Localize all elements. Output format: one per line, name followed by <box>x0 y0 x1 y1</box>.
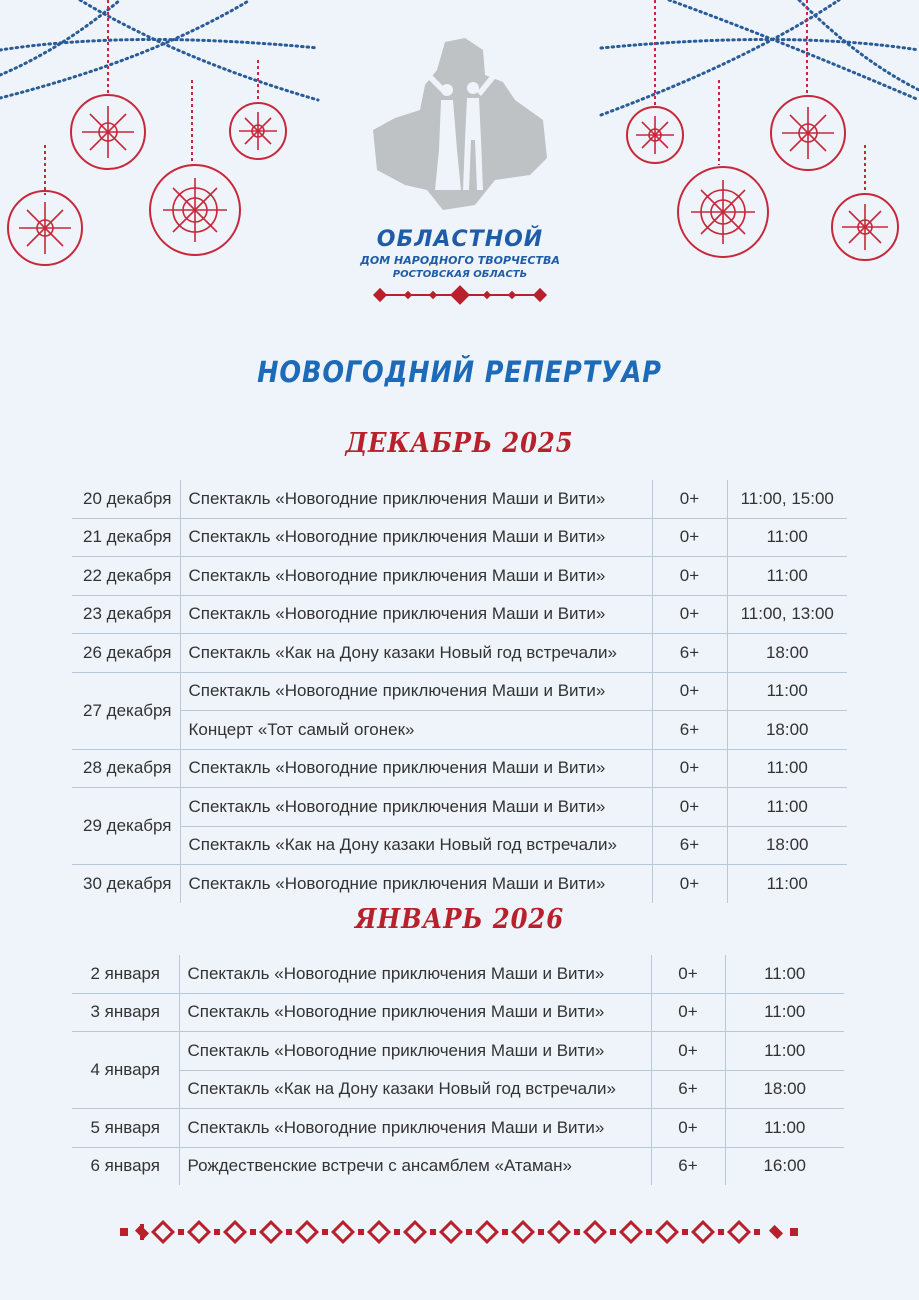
date-cell: 2 января <box>72 955 179 993</box>
organization-name-line2: ДОМ НАРОДНОГО ТВОРЧЕСТВА <box>360 254 560 267</box>
event-cell: Спектакль «Новогодние приключения Маши и Вити» <box>180 865 652 903</box>
age-rating-cell: 0+ <box>652 518 727 557</box>
time-cell: 11:00 <box>725 1032 844 1071</box>
age-rating-cell: 6+ <box>652 711 727 750</box>
age-rating-cell: 0+ <box>652 788 727 827</box>
date-cell: 4 января <box>72 1032 179 1109</box>
age-rating-cell: 0+ <box>652 865 727 903</box>
table-row <box>72 1147 844 1185</box>
age-rating-cell: 0+ <box>651 993 725 1032</box>
time-cell: 11:00 <box>764 963 806 983</box>
region-map-emblem <box>365 30 555 220</box>
age-rating-cell: 0+ <box>652 595 727 634</box>
event-cell: Спектакль «Новогодние приключения Маши и Вити» <box>180 518 652 557</box>
table-row <box>72 1032 844 1071</box>
event-cell: Спектакль «Новогодние приключения Маши и Вити» <box>180 749 652 788</box>
organization-region: РОСТОВСКАЯ ОБЛАСТЬ <box>392 269 528 280</box>
date-cell: 28 декабря <box>72 749 180 788</box>
event-cell: Спектакль «Как на Дону казаки Новый год встречали» <box>180 634 652 673</box>
time-cell: 11:00 <box>727 557 847 596</box>
event-cell: Спектакль «Новогодние приключения Маши и Вити» <box>180 480 652 518</box>
date-cell: 21 декабря <box>72 518 180 557</box>
age-rating-cell: 6+ <box>651 1147 725 1185</box>
organization-logo <box>360 30 560 311</box>
event-cell: Спектакль «Как на Дону казаки Новый год встречали» <box>179 1070 651 1109</box>
date-cell: 22 декабря <box>72 557 180 596</box>
date-cell: 26 декабря <box>72 634 180 673</box>
month-title-january: ЯНВАРЬ 2026 <box>354 904 565 935</box>
table-row <box>72 518 847 557</box>
schedule-table-january <box>72 955 844 1185</box>
date-cell: 6 января <box>72 1147 179 1185</box>
event-cell: Спектакль «Как на Дону казаки Новый год встречали» <box>180 826 652 865</box>
time-cell: 18:00 <box>725 1070 844 1109</box>
time-cell: 16:00 <box>725 1147 844 1185</box>
table-row <box>72 955 844 993</box>
date-cell: 29 декабря <box>72 788 180 865</box>
month-title-december: ДЕКАБРЬ 2025 <box>345 428 574 459</box>
time-cell: 11:00, 15:00 <box>740 488 834 508</box>
table-row <box>72 1109 844 1148</box>
date-cell: 27 декабря <box>72 672 180 749</box>
date-cell: 20 декабря <box>72 480 180 518</box>
time-cell: 11:00 <box>725 1109 844 1148</box>
event-cell: Спектакль «Новогодние приключения Маши и Вити» <box>180 788 652 827</box>
age-rating-cell: 0+ <box>652 557 727 596</box>
ornaments-right-decoration <box>599 0 919 270</box>
table-row <box>72 595 847 634</box>
ornament-divider-icon <box>365 284 555 306</box>
table-row <box>72 788 847 827</box>
time-cell: 11:00 <box>727 865 847 903</box>
age-rating-cell: 0+ <box>651 955 725 993</box>
age-rating-cell: 0+ <box>652 672 727 711</box>
time-cell: 11:00 <box>727 672 847 711</box>
event-cell: Спектакль «Новогодние приключения Маши и Вити» <box>179 1032 651 1071</box>
ornaments-left-decoration <box>0 0 320 270</box>
schedule-table-december <box>72 480 847 903</box>
event-cell: Спектакль «Новогодние приключения Маши и Вити» <box>179 993 651 1032</box>
date-cell: 3 января <box>72 993 179 1032</box>
table-row <box>72 1070 844 1109</box>
table-row <box>72 480 847 518</box>
age-rating-cell: 0+ <box>652 480 727 518</box>
table-row <box>72 826 847 865</box>
time-cell: 18:00 <box>727 711 847 750</box>
time-cell: 11:00, 13:00 <box>727 595 847 634</box>
age-rating-cell: 0+ <box>652 749 727 788</box>
page-title: НОВОГОДНИЙ РЕПЕРТУАР <box>257 355 662 389</box>
time-cell: 18:00 <box>727 826 847 865</box>
event-cell: Спектакль «Новогодние приключения Маши и Вити» <box>179 955 651 993</box>
event-cell: Концерт «Тот самый огонек» <box>180 711 652 750</box>
time-cell: 11:00 <box>727 518 847 557</box>
event-cell: Спектакль «Новогодние приключения Маши и Вити» <box>180 595 652 634</box>
date-cell: 5 января <box>72 1109 179 1148</box>
table-row <box>72 749 847 788</box>
age-rating-cell: 0+ <box>651 1032 725 1071</box>
table-row <box>72 634 847 673</box>
table-row <box>72 865 847 903</box>
event-cell: Спектакль «Новогодние приключения Маши и Вити» <box>180 557 652 596</box>
event-cell: Спектакль «Новогодние приключения Маши и Вити» <box>179 1109 651 1148</box>
organization-name-line1: ОБЛАСТНОЙ <box>376 227 544 252</box>
time-cell: 18:00 <box>727 634 847 673</box>
time-cell: 11:00 <box>727 749 847 788</box>
age-rating-cell: 0+ <box>651 1109 725 1148</box>
table-row <box>72 711 847 750</box>
age-rating-cell: 6+ <box>652 826 727 865</box>
table-row <box>72 672 847 711</box>
table-row <box>72 557 847 596</box>
event-cell: Спектакль «Новогодние приключения Маши и Вити» <box>180 672 652 711</box>
age-rating-cell: 6+ <box>652 634 727 673</box>
event-cell: Рождественские встречи с ансамблем «Атаман» <box>179 1147 651 1185</box>
table-row <box>72 993 844 1032</box>
time-cell: 11:00 <box>727 788 847 827</box>
age-rating-cell: 6+ <box>651 1070 725 1109</box>
bottom-ornament-border <box>120 1220 800 1244</box>
date-cell: 23 декабря <box>72 595 180 634</box>
date-cell: 30 декабря <box>72 865 180 903</box>
time-cell: 11:00 <box>725 993 844 1032</box>
